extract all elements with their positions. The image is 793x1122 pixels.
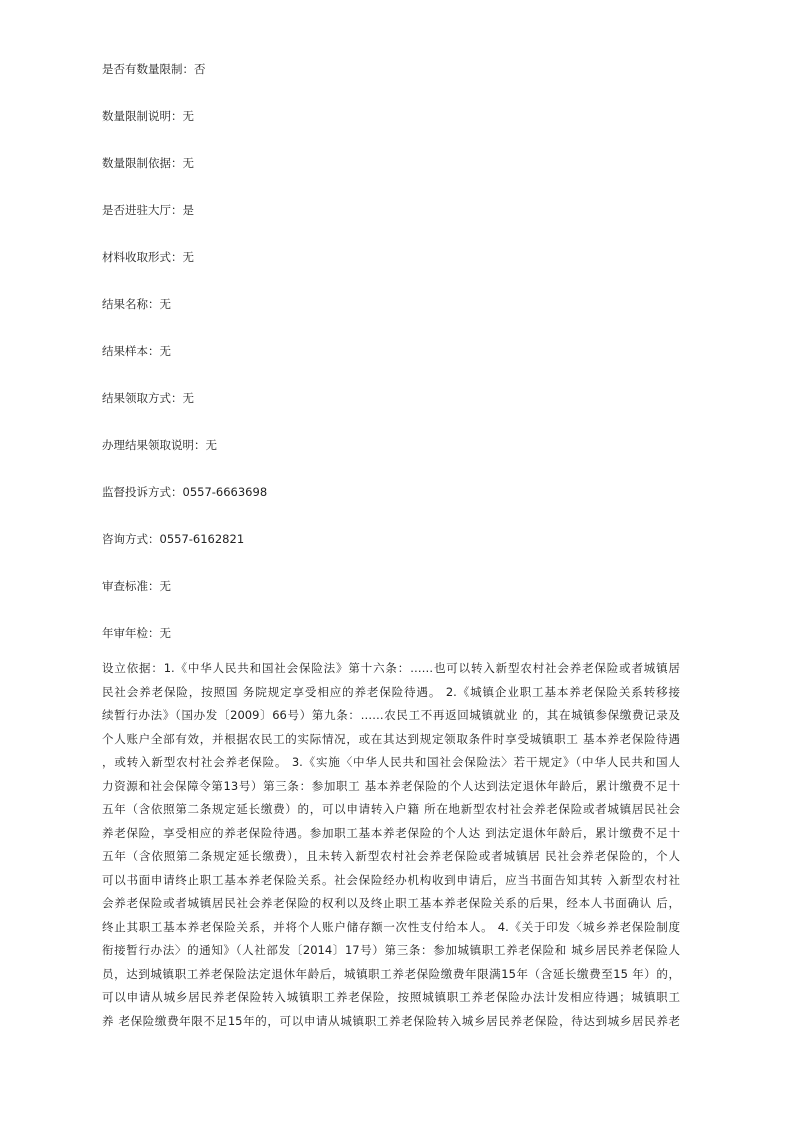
paragraph-line: 续暂行办法》（国办发〔2009〕66号）第九条：……农民工不再返回城镇就业 的，其在城镇参保缴费记录及 (102, 708, 680, 722)
paragraph-line: 可以书面申请终止职工基本养老保险关系。社会保险经办机构收到申请后，应当书面告知其转 入新型农村社 (102, 872, 680, 887)
paragraph-line: 五年（含依照第二条规定延长缴费），且未转入新型农村社会养老保险或者城镇居 民社会养老保险的，个人 (102, 849, 680, 863)
paragraph-line: 终止其职工基本养老保险关系，并将个人账户储存额一次性支付给本人。 4.《关于印发〈城乡养老保险制度 (102, 919, 680, 934)
paragraph-line: 养 老保险缴费年限不足15年的，可以申请从城镇职工养老保险转入城乡居民养老保险，待达到城乡居民养老 (102, 1013, 680, 1028)
paragraph-line: ，或转入新型农村社会养老保险。 3.《实施〈中华人民共和国社会保险法〉若干规定》（中华人民共和国人 (102, 755, 680, 769)
quantity-limit-description-field: 数量限制说明：无 (102, 109, 194, 123)
review-standard-field: 审查标准：无 (102, 579, 171, 593)
legal-basis-paragraph (102, 657, 680, 1033)
result-pickup-method-field: 结果领取方式：无 (102, 391, 194, 405)
paragraph-line: 五年（含依照第二条规定延长缴费）的，可以申请转入户籍 所在地新型农村社会养老保险或者城镇居民社会 (102, 802, 680, 816)
complaint-contact-field: 监督投诉方式：0557-6663698 (102, 485, 268, 499)
paragraph-line: 员，达到城镇职工养老保险法定退休年龄后，城镇职工养老保险缴费年限满15年（含延长缴费至15 年）的， (102, 966, 680, 981)
result-pickup-note-field: 办理结果领取说明：无 (102, 438, 217, 452)
result-name-field: 结果名称：无 (102, 297, 171, 311)
quantity-limit-field: 是否有数量限制：否 (102, 62, 206, 76)
quantity-limit-basis-field: 数量限制依据：无 (102, 156, 194, 170)
paragraph-line: 衔接暂行办法〉的通知》（人社部发〔2014〕17号）第三条：参加城镇职工养老保险和 城乡居民养老保险人 (102, 943, 680, 957)
material-collection-field: 材料收取形式：无 (102, 250, 194, 264)
paragraph-line: 个人账户全部有效，并根据农民工的实际情况，或在其达到规定领取条件时享受城镇职工 基本养老保险待遇 (102, 731, 680, 746)
paragraph-line: 养老保险，享受相应的养老保险待遇。参加职工基本养老保险的个人达 到法定退休年龄后，累计缴费不足十 (102, 825, 680, 840)
paragraph-line: 可以申请从城乡居民养老保险转入城镇职工养老保险，按照城镇职工养老保险办法计发相应待遇；城镇职工 (102, 990, 680, 1004)
paragraph-line: 设立依据：1.《中华人民共和国社会保险法》第十六条：……也可以转入新型农村社会养老保险或者城镇居 (102, 661, 680, 675)
annual-inspection-field: 年审年检：无 (102, 626, 171, 640)
consultation-contact-field: 咨询方式：0557-6162821 (102, 532, 245, 546)
paragraph-line: 力资源和社会保障令第13号）第三条：参加职工 基本养老保险的个人达到法定退休年龄后，累计缴费不足十 (102, 778, 680, 793)
result-sample-field: 结果样本：无 (102, 344, 171, 358)
paragraph-line: 民社会养老保险，按照国 务院规定享受相应的养老保险待遇。 2.《城镇企业职工基本养老保险关系转移接 (102, 684, 680, 699)
paragraph-line: 会养老保险或者城镇居民社会养老保险的权利以及终止职工基本养老保险关系的后果，经本人书面确认 后， (102, 896, 680, 910)
service-hall-field: 是否进驻大厅：是 (102, 203, 194, 217)
